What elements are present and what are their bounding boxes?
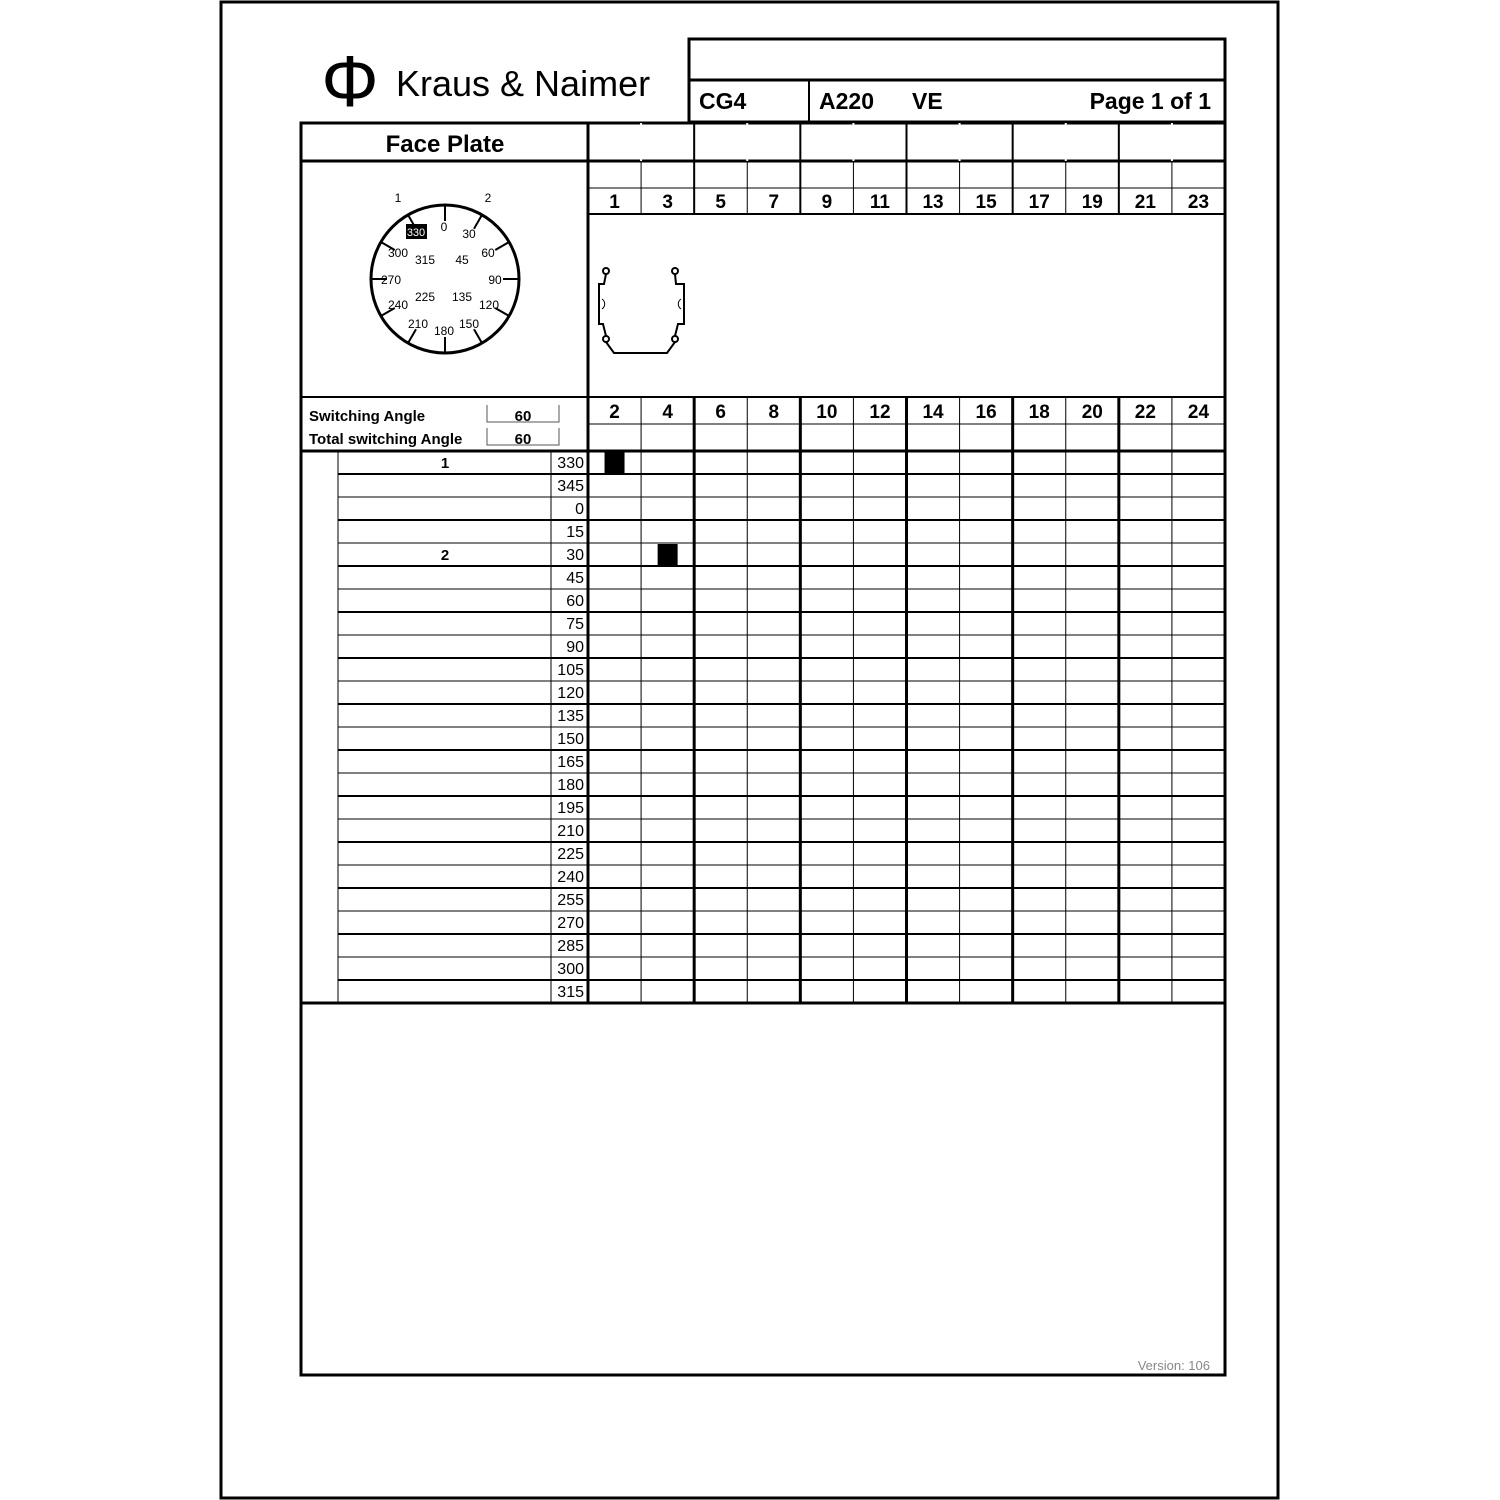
terminal-top-label: 21 [1134, 192, 1156, 213]
terminal-top-label: 17 [1028, 192, 1050, 213]
terminal-top-label: 19 [1081, 192, 1103, 213]
position-label: 1 [440, 455, 450, 472]
program-code: A220 [819, 88, 874, 114]
total-switching-angle-label: Total switching Angle [309, 431, 463, 448]
contact-closed-marker [605, 452, 625, 473]
terminal-bottom-label: 16 [975, 402, 997, 423]
cam-2-icon [678, 299, 681, 309]
dial-label-315: 315 [414, 253, 436, 267]
dial-label-225: 225 [414, 290, 436, 304]
angle-label: 315 [557, 984, 584, 1001]
angle-label: 45 [566, 570, 584, 587]
brand-symbol-icon: Φ [321, 42, 379, 122]
dial-label-30: 30 [462, 227, 476, 241]
angle-label: 15 [566, 524, 584, 541]
contact-3-4-icon [675, 274, 684, 336]
angle-label: 270 [557, 915, 584, 932]
angle-label: 285 [557, 938, 584, 955]
terminal-bottom-label: 22 [1134, 402, 1156, 423]
terminal-3-icon [672, 268, 678, 274]
angle-label: 165 [557, 754, 584, 771]
cam-1-icon [602, 299, 605, 309]
terminal-top-label: 3 [662, 192, 673, 213]
terminal-bottom-label: 2 [609, 402, 620, 423]
brand-logo [321, 42, 650, 122]
position-label: 2 [440, 547, 450, 564]
terminal-bottom-label: 6 [715, 402, 726, 423]
angle-label: 195 [557, 800, 584, 817]
dial-label-90: 90 [488, 273, 502, 287]
dial-label-180: 180 [433, 324, 455, 338]
terminal-bottom-label: 20 [1081, 402, 1103, 423]
variant-code: VE [912, 88, 943, 114]
terminal-bottom-label: 10 [816, 402, 838, 423]
contact-grid [301, 123, 1225, 1003]
angle-label: 90 [566, 639, 584, 656]
contact-closed-marker [658, 544, 678, 565]
version-label: Version: 106 [1137, 1358, 1210, 1373]
contact-link-icon [606, 342, 675, 353]
contact-diagram [599, 268, 684, 353]
total-switching-angle-value: 60 [514, 431, 532, 448]
series-code: CG4 [699, 88, 747, 114]
dial-label-45: 45 [455, 253, 469, 267]
terminal-bottom-label: 24 [1187, 402, 1210, 423]
angle-label: 210 [557, 823, 584, 840]
title-block [689, 39, 1225, 122]
switching-angle-block [309, 405, 559, 448]
angle-label: 345 [557, 478, 584, 495]
angle-label: 75 [566, 616, 584, 633]
terminal-1-icon [603, 268, 609, 274]
face-plate-dial [371, 191, 519, 353]
angle-label: 150 [557, 731, 584, 748]
terminal-top-label: 23 [1187, 192, 1210, 213]
dial-label-210: 210 [407, 317, 429, 331]
terminal-top-label: 11 [869, 192, 891, 213]
page-indicator: Page 1 of 1 [1089, 88, 1211, 114]
dial-label-150: 150 [458, 317, 480, 331]
angle-label: 30 [566, 547, 584, 564]
terminal-top-label: 7 [768, 192, 780, 213]
terminal-bottom-label: 4 [662, 402, 673, 423]
angle-label: 300 [557, 961, 584, 978]
angle-label: 180 [557, 777, 584, 794]
dial-label-330: 330 [406, 227, 426, 239]
terminal-bottom-label: 12 [869, 402, 891, 423]
dial-tick [495, 242, 509, 250]
outer-label-2: 2 [484, 191, 492, 205]
angle-label: 0 [575, 501, 584, 518]
dial-label-300: 300 [387, 246, 409, 260]
dial-label-60: 60 [481, 246, 495, 260]
switching-angle-value: 60 [514, 408, 532, 425]
angle-label: 330 [557, 455, 584, 472]
dial-label-270: 270 [380, 273, 402, 287]
dial-label-0: 0 [440, 220, 448, 234]
terminal-bottom-label: 18 [1028, 402, 1050, 423]
angle-label: 60 [566, 593, 584, 610]
dial-label-135: 135 [451, 290, 473, 304]
terminal-bottom-label: 14 [922, 402, 944, 423]
dial-tick [474, 329, 482, 343]
terminal-4-icon [672, 336, 678, 342]
switching-angle-label: Switching Angle [309, 408, 426, 425]
terminal-top-label: 1 [609, 192, 620, 213]
angle-label: 240 [557, 869, 584, 886]
brand-name: Kraus & Naimer [396, 63, 651, 104]
terminal-top-label: 13 [922, 192, 944, 213]
dial-label-240: 240 [387, 298, 409, 312]
terminal-2-icon [603, 336, 609, 342]
angle-label: 105 [557, 662, 584, 679]
terminal-top-label: 15 [975, 192, 997, 213]
dial-label-120: 120 [478, 298, 500, 312]
angle-label: 120 [557, 685, 584, 702]
terminal-top-label: 9 [821, 192, 833, 213]
terminal-top-label: 5 [715, 192, 726, 213]
outer-label-1: 1 [394, 191, 402, 205]
face-plate-title: Face Plate [385, 131, 505, 158]
terminal-bottom-label: 8 [768, 402, 780, 423]
angle-label: 225 [557, 846, 584, 863]
angle-label: 255 [557, 892, 584, 909]
angle-label: 135 [557, 708, 584, 725]
dial-tick [408, 329, 416, 343]
